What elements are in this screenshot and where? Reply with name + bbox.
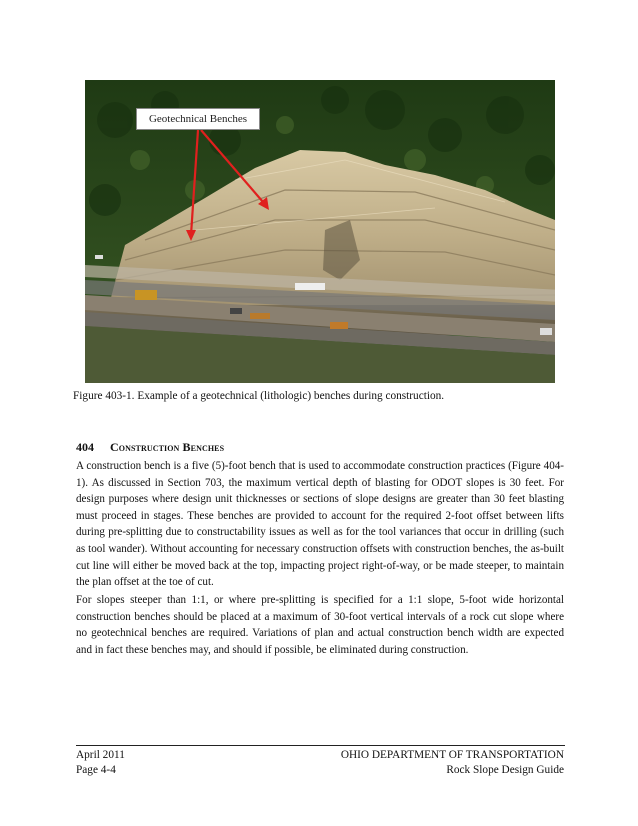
- figure-caption: Figure 403-1. Example of a geotechnical (lithologic) benches during construction.: [73, 390, 445, 402]
- section-heading: [76, 440, 224, 455]
- geotechnical-benches-callout: Geotechnical Benches: [136, 108, 260, 130]
- paragraph: A construction bench is a five (5)-foot bench that is used to accommodate construction practices (Figure 404-1). As discussed in Section 703, the maximum vertical depth of blasting for ODOT slopes is 30 feet. For design purposes where design unit thicknesses or sections of slope designs are greater than 30 feet blasting must proceed in stages. These benches are provided to account for the required 2-foot offset between lifts during pre-splitting due to constructability issues as well as for the tool variances that occur in drilling (such as tool wander). Without accounting for necessary construction offsets with construction benches, the as-built cut line will either be moved back at the top, impacting project right-of-way, or be made steeper, to maintain the plan offset at the toe of cut.: [76, 460, 564, 589]
- section-title: Construction Benches: [110, 440, 225, 454]
- footer-document-title: Rock Slope Design Guide: [446, 764, 564, 776]
- paragraph: For slopes steeper than 1:1, or where pre-splitting is specified for a 1:1 slope, 5-foot wide horizontal construction benches should be placed at a maximum of 30-foot vertical intervals of a rock cut slope where no geotechnical benches are required. Variations of plan and actual construction bench width are expected and in fact these benches may, and should if possible, be eliminated during construction.: [76, 594, 564, 656]
- footer-organization: OHIO DEPARTMENT OF TRANSPORTATION: [340, 749, 564, 761]
- footer-right: [341, 748, 564, 778]
- footer-left: [76, 748, 125, 778]
- footer-page-number: Page 4-4: [76, 764, 116, 776]
- aerial-photo: [85, 80, 555, 383]
- footer-divider: [76, 745, 565, 746]
- footer-date: April 2011: [76, 749, 125, 761]
- section-number: 404: [76, 440, 94, 454]
